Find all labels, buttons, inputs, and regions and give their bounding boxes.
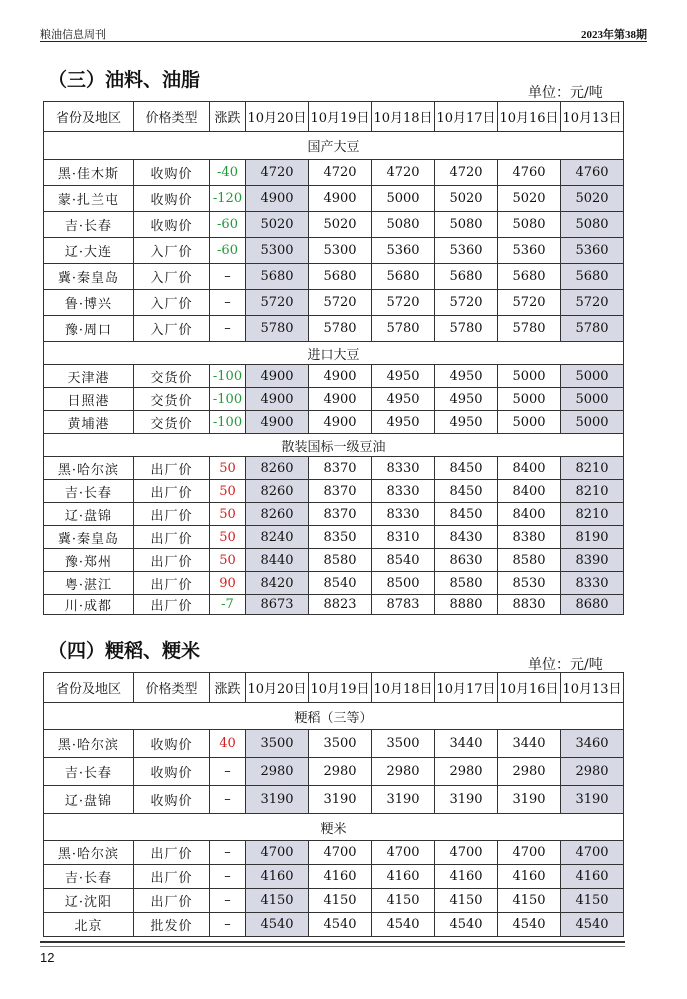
price-cell: 8310 — [372, 526, 435, 549]
price-type-cell: 出厂价 — [134, 457, 210, 480]
price-cell: 5080 — [498, 212, 561, 238]
price-cell: 4700 — [561, 841, 624, 865]
change-cell: -7 — [210, 595, 246, 615]
price-cell: 5360 — [498, 238, 561, 264]
change-cell: – — [210, 316, 246, 342]
table-row — [44, 913, 624, 937]
table-row — [44, 186, 624, 212]
price-cell: 5720 — [498, 290, 561, 316]
change-cell: – — [210, 865, 246, 889]
table-row — [44, 457, 624, 480]
region-cell: 黑·哈尔滨 — [44, 841, 134, 865]
section-title-rice: （四）粳稻、粳米 — [48, 640, 201, 662]
price-cell: 4160 — [435, 865, 498, 889]
price-cell: 4900 — [309, 186, 372, 212]
price-type-cell: 收购价 — [134, 786, 210, 814]
publication-name: 粮油信息周刊 — [40, 29, 106, 41]
group-label: 粳米 — [44, 814, 624, 841]
region-cell: 北京 — [44, 913, 134, 937]
region-cell: 豫·郑州 — [44, 549, 134, 572]
price-type-cell: 入厂价 — [134, 238, 210, 264]
price-cell: 4150 — [309, 889, 372, 913]
price-cell: 4900 — [246, 388, 309, 411]
price-cell: 5680 — [561, 264, 624, 290]
price-cell: 3190 — [561, 786, 624, 814]
price-table-rice — [43, 672, 624, 937]
price-cell: 4720 — [309, 160, 372, 186]
region-cell: 黄埔港 — [44, 411, 134, 434]
price-cell: 3190 — [372, 786, 435, 814]
region-cell: 冀·秦皇岛 — [44, 264, 134, 290]
price-cell: 8370 — [309, 480, 372, 503]
column-header: 10月13日 — [561, 673, 624, 703]
region-cell: 黑·哈尔滨 — [44, 730, 134, 758]
price-type-cell: 交货价 — [134, 411, 210, 434]
price-cell: 5720 — [561, 290, 624, 316]
table-row — [44, 595, 624, 615]
price-cell: 4160 — [372, 865, 435, 889]
table-row — [44, 503, 624, 526]
price-type-cell: 交货价 — [134, 365, 210, 388]
price-cell: 2980 — [435, 758, 498, 786]
change-cell: -40 — [210, 160, 246, 186]
footer-rule — [40, 941, 625, 943]
table-row — [44, 365, 624, 388]
group-row — [44, 132, 624, 160]
price-cell: 8210 — [561, 457, 624, 480]
region-cell: 黑·佳木斯 — [44, 160, 134, 186]
group-label: 粳稻（三等） — [44, 703, 624, 730]
price-cell: 5020 — [246, 212, 309, 238]
region-cell: 辽·大连 — [44, 238, 134, 264]
price-cell: 8450 — [435, 457, 498, 480]
region-cell: 黑·哈尔滨 — [44, 457, 134, 480]
price-cell: 5720 — [246, 290, 309, 316]
price-type-cell: 出厂价 — [134, 572, 210, 595]
price-cell: 8783 — [372, 595, 435, 615]
region-cell: 冀·秦皇岛 — [44, 526, 134, 549]
region-cell: 蒙·扎兰屯 — [44, 186, 134, 212]
price-cell: 4900 — [309, 411, 372, 434]
column-header: 10月16日 — [498, 673, 561, 703]
price-cell: 4540 — [309, 913, 372, 937]
price-cell: 4160 — [309, 865, 372, 889]
running-header — [40, 26, 647, 40]
price-cell: 3440 — [498, 730, 561, 758]
price-cell: 4700 — [309, 841, 372, 865]
region-cell: 粤·湛江 — [44, 572, 134, 595]
price-cell: 5300 — [309, 238, 372, 264]
price-cell: 8190 — [561, 526, 624, 549]
price-cell: 8260 — [246, 503, 309, 526]
column-header: 10月20日 — [246, 102, 309, 132]
price-cell: 4540 — [246, 913, 309, 937]
footer-rule-thin — [40, 946, 625, 947]
price-cell: 2980 — [498, 758, 561, 786]
price-cell: 4150 — [561, 889, 624, 913]
price-cell: 8540 — [372, 549, 435, 572]
column-header: 省份及地区 — [44, 673, 134, 703]
price-cell: 5780 — [246, 316, 309, 342]
price-cell: 8240 — [246, 526, 309, 549]
change-cell: 40 — [210, 730, 246, 758]
price-type-cell: 入厂价 — [134, 290, 210, 316]
price-cell: 4950 — [372, 365, 435, 388]
price-type-cell: 入厂价 — [134, 264, 210, 290]
price-cell: 8673 — [246, 595, 309, 615]
table-row — [44, 786, 624, 814]
price-type-cell: 出厂价 — [134, 549, 210, 572]
price-type-cell: 出厂价 — [134, 889, 210, 913]
price-cell: 5080 — [561, 212, 624, 238]
price-cell: 5000 — [561, 365, 624, 388]
price-cell: 4900 — [309, 365, 372, 388]
table-row — [44, 160, 624, 186]
price-cell: 8580 — [435, 572, 498, 595]
price-cell: 8210 — [561, 480, 624, 503]
table-row — [44, 480, 624, 503]
price-cell: 5720 — [435, 290, 498, 316]
column-header: 10月16日 — [498, 102, 561, 132]
price-cell: 5720 — [372, 290, 435, 316]
table-row — [44, 238, 624, 264]
price-table-oils — [43, 101, 624, 615]
change-cell: 50 — [210, 549, 246, 572]
change-cell: 50 — [210, 480, 246, 503]
group-label: 散装国标一级豆油 — [44, 434, 624, 457]
column-header: 10月20日 — [246, 673, 309, 703]
price-cell: 8330 — [372, 480, 435, 503]
price-cell: 4760 — [498, 160, 561, 186]
change-cell: -100 — [210, 365, 246, 388]
change-cell: 50 — [210, 457, 246, 480]
price-cell: 5000 — [561, 411, 624, 434]
price-cell: 8580 — [498, 549, 561, 572]
price-cell: 4950 — [372, 388, 435, 411]
price-cell: 5360 — [435, 238, 498, 264]
price-cell: 4720 — [372, 160, 435, 186]
header-rule — [40, 41, 647, 42]
change-cell: – — [210, 889, 246, 913]
price-cell: 8370 — [309, 503, 372, 526]
table-row — [44, 889, 624, 913]
change-cell: – — [210, 913, 246, 937]
price-cell: 8450 — [435, 503, 498, 526]
change-cell: 50 — [210, 503, 246, 526]
price-type-cell: 出厂价 — [134, 503, 210, 526]
table-row — [44, 758, 624, 786]
price-cell: 8260 — [246, 480, 309, 503]
column-header: 价格类型 — [134, 673, 210, 703]
group-row — [44, 342, 624, 365]
price-cell: 4540 — [561, 913, 624, 937]
price-cell: 3440 — [435, 730, 498, 758]
column-header: 涨跌 — [210, 102, 246, 132]
table-row — [44, 411, 624, 434]
group-label: 国产大豆 — [44, 132, 624, 160]
region-cell: 鲁·博兴 — [44, 290, 134, 316]
price-cell: 5080 — [372, 212, 435, 238]
price-cell: 5000 — [372, 186, 435, 212]
price-cell: 5780 — [561, 316, 624, 342]
price-cell: 8450 — [435, 480, 498, 503]
price-cell: 8830 — [498, 595, 561, 615]
price-cell: 4900 — [246, 186, 309, 212]
price-cell: 3190 — [309, 786, 372, 814]
price-cell: 5680 — [246, 264, 309, 290]
column-header: 10月17日 — [435, 673, 498, 703]
table-row — [44, 572, 624, 595]
price-cell: 8530 — [498, 572, 561, 595]
price-cell: 5780 — [309, 316, 372, 342]
price-type-cell: 收购价 — [134, 186, 210, 212]
change-cell: 90 — [210, 572, 246, 595]
price-cell: 4540 — [372, 913, 435, 937]
price-cell: 4950 — [372, 411, 435, 434]
section-title-oils: （三）油料、油脂 — [48, 69, 201, 91]
change-cell: – — [210, 758, 246, 786]
price-cell: 2980 — [561, 758, 624, 786]
page-number: 12 — [40, 950, 55, 965]
change-cell: -120 — [210, 186, 246, 212]
column-header: 涨跌 — [210, 673, 246, 703]
column-header: 10月18日 — [372, 673, 435, 703]
price-cell: 5680 — [435, 264, 498, 290]
change-cell: – — [210, 264, 246, 290]
price-cell: 4900 — [309, 388, 372, 411]
price-cell: 8400 — [498, 480, 561, 503]
price-cell: 3190 — [246, 786, 309, 814]
column-header: 10月18日 — [372, 102, 435, 132]
price-cell: 8380 — [498, 526, 561, 549]
price-type-cell: 出厂价 — [134, 595, 210, 615]
price-cell: 4160 — [498, 865, 561, 889]
price-cell: 4720 — [246, 160, 309, 186]
price-cell: 8880 — [435, 595, 498, 615]
table-row — [44, 549, 624, 572]
price-type-cell: 出厂价 — [134, 480, 210, 503]
price-cell: 8400 — [498, 503, 561, 526]
price-cell: 8210 — [561, 503, 624, 526]
unit-label-rice: 单位：元/吨 — [528, 657, 603, 673]
region-cell: 日照港 — [44, 388, 134, 411]
table-header-row — [44, 673, 624, 703]
region-cell: 辽·沈阳 — [44, 889, 134, 913]
price-cell: 3190 — [498, 786, 561, 814]
price-cell: 4950 — [435, 411, 498, 434]
price-cell: 5780 — [498, 316, 561, 342]
price-cell: 8260 — [246, 457, 309, 480]
price-cell: 4720 — [435, 160, 498, 186]
price-cell: 4700 — [372, 841, 435, 865]
price-cell: 4160 — [246, 865, 309, 889]
price-cell: 2980 — [372, 758, 435, 786]
price-cell: 8630 — [435, 549, 498, 572]
column-header: 10月17日 — [435, 102, 498, 132]
table-row — [44, 212, 624, 238]
change-cell: -60 — [210, 212, 246, 238]
price-type-cell: 出厂价 — [134, 841, 210, 865]
price-cell: 5020 — [561, 186, 624, 212]
column-header: 10月13日 — [561, 102, 624, 132]
price-cell: 4160 — [561, 865, 624, 889]
price-cell: 3500 — [246, 730, 309, 758]
group-label: 进口大豆 — [44, 342, 624, 365]
price-cell: 8580 — [309, 549, 372, 572]
price-cell: 4900 — [246, 411, 309, 434]
price-type-cell: 收购价 — [134, 212, 210, 238]
region-cell: 吉·长春 — [44, 212, 134, 238]
price-cell: 4760 — [561, 160, 624, 186]
unit-label-oils: 单位：元/吨 — [528, 85, 603, 101]
price-type-cell: 出厂价 — [134, 865, 210, 889]
price-cell: 5080 — [435, 212, 498, 238]
change-cell: -60 — [210, 238, 246, 264]
group-row — [44, 703, 624, 730]
price-type-cell: 收购价 — [134, 730, 210, 758]
column-header: 10月19日 — [309, 673, 372, 703]
group-row — [44, 434, 624, 457]
column-header: 10月19日 — [309, 102, 372, 132]
price-cell: 5680 — [309, 264, 372, 290]
price-cell: 5020 — [435, 186, 498, 212]
column-header: 价格类型 — [134, 102, 210, 132]
table-row — [44, 388, 624, 411]
region-cell: 辽·盘锦 — [44, 786, 134, 814]
price-type-cell: 批发价 — [134, 913, 210, 937]
price-cell: 8330 — [372, 457, 435, 480]
price-cell: 5300 — [246, 238, 309, 264]
price-cell: 8500 — [372, 572, 435, 595]
region-cell: 吉·长春 — [44, 865, 134, 889]
price-cell: 3500 — [372, 730, 435, 758]
price-cell: 4150 — [435, 889, 498, 913]
table-row — [44, 316, 624, 342]
price-cell: 5680 — [372, 264, 435, 290]
price-cell: 8330 — [561, 572, 624, 595]
price-cell: 8330 — [372, 503, 435, 526]
price-cell: 4950 — [435, 388, 498, 411]
price-cell: 5000 — [498, 365, 561, 388]
price-cell: 2980 — [246, 758, 309, 786]
price-cell: 3190 — [435, 786, 498, 814]
price-cell: 8680 — [561, 595, 624, 615]
price-type-cell: 出厂价 — [134, 526, 210, 549]
column-header: 省份及地区 — [44, 102, 134, 132]
price-cell: 4700 — [435, 841, 498, 865]
change-cell: -100 — [210, 388, 246, 411]
change-cell: -100 — [210, 411, 246, 434]
price-cell: 3460 — [561, 730, 624, 758]
price-cell: 8540 — [309, 572, 372, 595]
price-cell: 5020 — [498, 186, 561, 212]
price-cell: 5000 — [561, 388, 624, 411]
price-cell: 5360 — [561, 238, 624, 264]
price-cell: 4700 — [246, 841, 309, 865]
price-type-cell: 交货价 — [134, 388, 210, 411]
price-cell: 4540 — [435, 913, 498, 937]
price-cell: 5000 — [498, 388, 561, 411]
price-cell: 4150 — [498, 889, 561, 913]
change-cell: – — [210, 290, 246, 316]
change-cell: – — [210, 841, 246, 865]
price-cell: 5720 — [309, 290, 372, 316]
table-row — [44, 526, 624, 549]
region-cell: 豫·周口 — [44, 316, 134, 342]
table-row — [44, 264, 624, 290]
change-cell: 50 — [210, 526, 246, 549]
price-cell: 5020 — [309, 212, 372, 238]
price-cell: 4700 — [498, 841, 561, 865]
region-cell: 吉·长春 — [44, 480, 134, 503]
price-cell: 4950 — [435, 365, 498, 388]
table-row — [44, 841, 624, 865]
price-cell: 2980 — [309, 758, 372, 786]
price-cell: 5360 — [372, 238, 435, 264]
price-cell: 5780 — [435, 316, 498, 342]
table-header-row — [44, 102, 624, 132]
price-cell: 8400 — [498, 457, 561, 480]
price-cell: 8370 — [309, 457, 372, 480]
price-cell: 4150 — [372, 889, 435, 913]
price-cell: 8390 — [561, 549, 624, 572]
price-cell: 5780 — [372, 316, 435, 342]
region-cell: 吉·长春 — [44, 758, 134, 786]
price-cell: 8420 — [246, 572, 309, 595]
price-cell: 8350 — [309, 526, 372, 549]
group-row — [44, 814, 624, 841]
price-cell: 4150 — [246, 889, 309, 913]
price-cell: 5680 — [498, 264, 561, 290]
price-type-cell: 入厂价 — [134, 316, 210, 342]
price-type-cell: 收购价 — [134, 758, 210, 786]
price-cell: 5000 — [498, 411, 561, 434]
table-row — [44, 730, 624, 758]
region-cell: 川·成都 — [44, 595, 134, 615]
price-type-cell: 收购价 — [134, 160, 210, 186]
change-cell: – — [210, 786, 246, 814]
price-cell: 4900 — [246, 365, 309, 388]
table-row — [44, 290, 624, 316]
region-cell: 天津港 — [44, 365, 134, 388]
price-cell: 8430 — [435, 526, 498, 549]
table-row — [44, 865, 624, 889]
price-cell: 4540 — [498, 913, 561, 937]
price-cell: 8440 — [246, 549, 309, 572]
issue-number: 2023年第38期 — [581, 29, 647, 41]
price-cell: 3500 — [309, 730, 372, 758]
price-cell: 8823 — [309, 595, 372, 615]
region-cell: 辽·盘锦 — [44, 503, 134, 526]
